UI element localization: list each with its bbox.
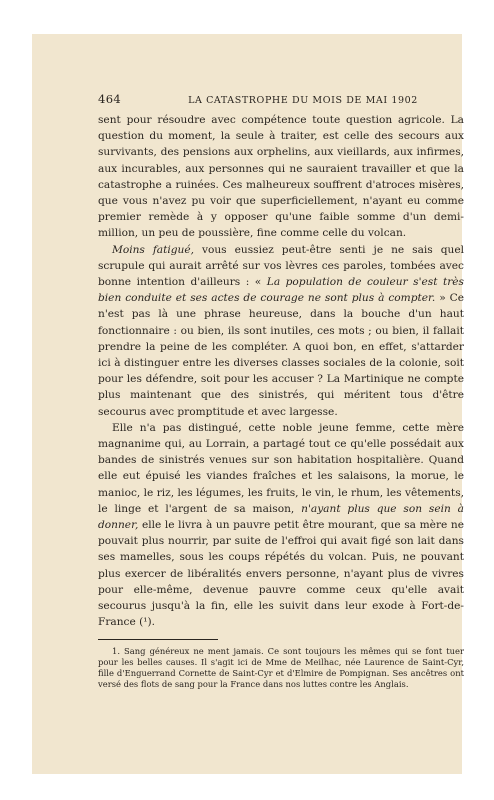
paragraph-3-text-a: Elle n'a pas distingué, cette noble jeune femme, cette mère magnanime qui, au Lorrain, a partagé tout ce qu'elle possédait aux bandes de sinistrés venues sur son habitation hospitalière. Quand elle eut épuisé les viandes fraîches et les salaisons, la morue, le manioc, le riz, les légumes, les fruits, le vin, le rhum, les vêtements, le linge et l'argent de sa maison, [98,421,464,515]
paragraph-2-italic-opening: Moins fatigué, [112,243,194,256]
paragraph-2-text-b: » Ce n'est pas là une phrase heureuse, dans la bouche d'un haut fonctionnaire : ou bien, ils sont inutiles, ces mots ; ou bien, il fallait prendre la peine de les compléter. A quoi bon, en effet, s'attarder ici à distinguer entre les diverses classes sociales de la colonie, soit pour les défendre, soit pour les accuser ? La Martinique ne compte plus maintenant que des sinistrés, qui méritent tous d'être secourus avec promptitude et avec largesse. [98,292,464,418]
paragraph-3-text-b: elle le livra à un pauvre petit être mourant, que sa mère ne pouvait plus nourrir, par suite de l'effroi qui avait figé son lait dans ses mamelles, sous les coups répétés du volcan. Puis, ne pouvant plus exercer de libéralités envers personne, n'ayant plus de vivres pour elle-même, devenue pauvre comme ceux qu'elle avait secourus jusqu'à la fin, elle les suivit dans leur exode à Fort-de-France (¹). [98,519,464,629]
paragraph-3 [98,420,464,631]
paragraph-2-text-a: vous eussiez peut-être senti je ne sais quel scrupule qui aurait arrêté sur vos lèvres ces paroles, tombées avec bonne intention d'ailleurs : « [98,243,464,289]
footnote-divider [98,639,218,640]
running-title: LA CATASTROPHE DU MOIS DE MAI 1902 [188,95,418,106]
body-text [98,112,464,631]
paragraph-2-italic-quote: La population de couleur s'est très bien conduite et ses actes de courage ne sont plus à compter. [98,276,464,305]
paragraph-1-text: sent pour résoudre avec compétence toute question agricole. La question du moment, la seule à traiter, est celle des secours aux survivants, des pensions aux orphelins, aux vieillards, aux infirmes, aux incurables, aux personnes qui ne sauraient travailler et que la catastrophe a ruinées. Ces malheureux souffrent d'atroces misères, que vous n'avez pu voir que superficiellement, n'ayant eu comme premier remède à y opposer qu'une faible somme d'un demi-million, un peu de poussière, fine comme celle du volcan. [98,114,464,240]
paragraph-1 [98,112,464,242]
footnote: 1. Sang généreux ne ment jamais. Ce sont toujours les mêmes qui se font tuer pour les belles causes. Il s'agit ici de Mme de Meilhac, née Laurence de Saint-Cyr, fille d'Enguerrand Cornette de Saint-Cyr et d'Elmire de Pompignan. Ses ancêtres ont versé des flots de sang pour la France dans nos luttes contre les Anglais. [98,645,464,690]
page-header [98,92,464,106]
paragraph-2 [98,242,464,420]
page-number: 464 [98,92,122,106]
book-page [32,34,462,774]
paragraph-3-italic-phrase: n'ayant plus que son sein à donner, [98,502,464,532]
